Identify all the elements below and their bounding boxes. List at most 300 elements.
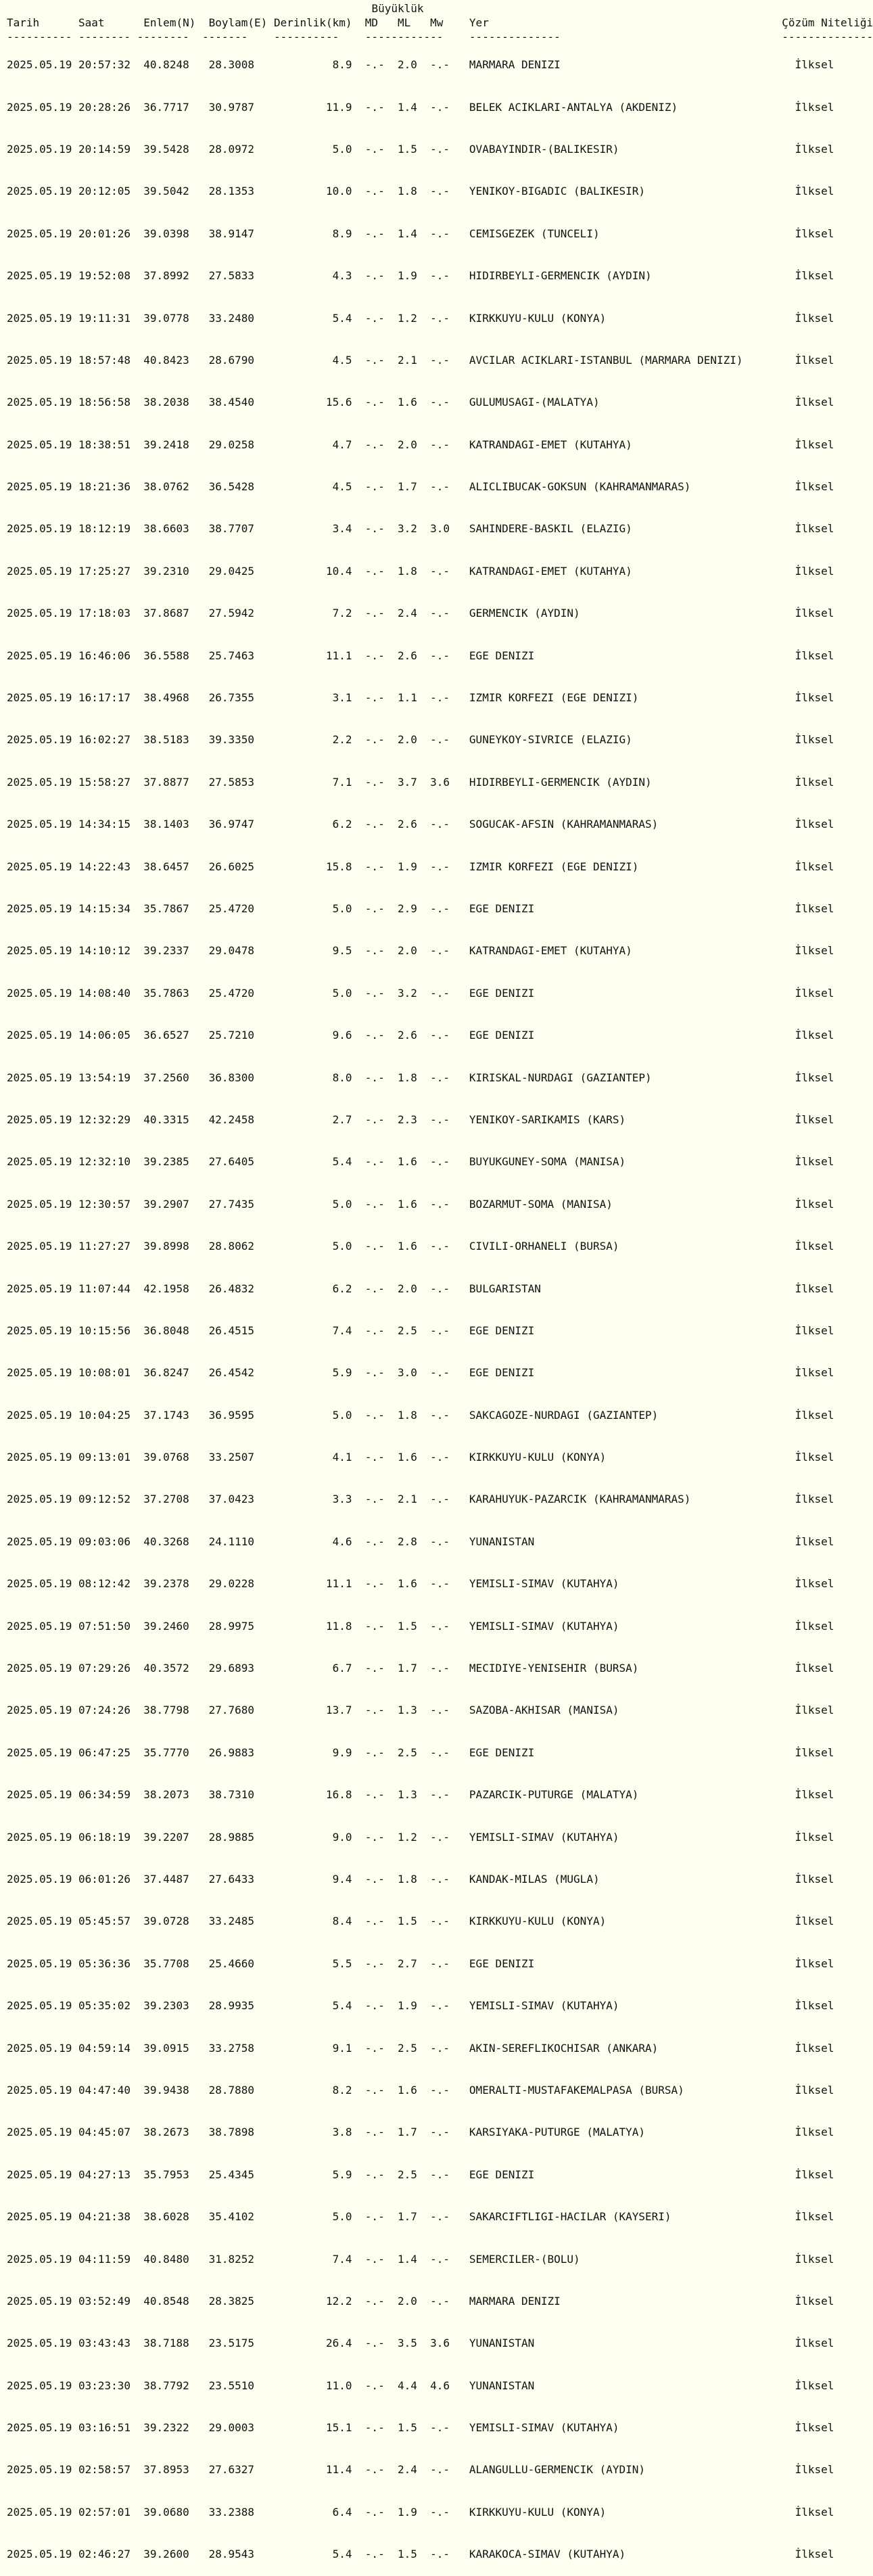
- cell-tarih: 2025.05.19: [7, 1535, 72, 1548]
- cell-enlem: 40.8248: [143, 58, 189, 72]
- cell-saat: 07:29:26: [78, 1662, 131, 1675]
- cell-saat: 14:15:34: [78, 902, 131, 915]
- cell-boylam: 30.9787: [208, 100, 255, 114]
- cell-yer: EGE DENIZI: [469, 1324, 535, 1337]
- cell-md: -.-: [364, 311, 385, 325]
- cell-saat: 18:38:51: [78, 438, 131, 451]
- cell-mw: -.-: [430, 564, 450, 578]
- cell-saat: 12:32:10: [78, 1155, 131, 1169]
- cell-boylam: 26.4542: [208, 1366, 255, 1380]
- cell-enlem: 36.6527: [143, 1029, 189, 1042]
- cell-derinlik: 10.0: [326, 185, 352, 198]
- cell-yer: KATRANDAGI-EMET (KUTAHYA): [469, 944, 632, 958]
- separator-boylam: -------: [202, 30, 248, 43]
- cell-tarih: 2025.05.19: [7, 100, 72, 114]
- cell-md: -.-: [364, 1915, 385, 1928]
- cell-yer: EGE DENIZI: [469, 2168, 535, 2181]
- cell-derinlik: 11.1: [326, 1577, 352, 1591]
- cell-ml: 2.1: [397, 353, 417, 367]
- cell-saat: 07:51:50: [78, 1619, 131, 1633]
- cell-yer: EGE DENIZI: [469, 986, 535, 1000]
- cell-boylam: 28.7880: [208, 2083, 255, 2097]
- cell-saat: 06:01:26: [78, 1872, 131, 1886]
- cell-boylam: 31.8252: [208, 2252, 255, 2266]
- cell-boylam: 38.9147: [208, 227, 255, 240]
- cell-tarih: 2025.05.19: [7, 1451, 72, 1464]
- cell-ml: 1.3: [397, 1788, 417, 1802]
- cell-cozum: İlksel: [795, 1872, 834, 1886]
- cell-tarih: 2025.05.19: [7, 860, 72, 873]
- cell-mw: -.-: [430, 2463, 450, 2477]
- cell-boylam: 29.0228: [208, 1577, 255, 1591]
- cell-tarih: 2025.05.19: [7, 1746, 72, 1759]
- cell-derinlik: 3.8: [332, 2126, 352, 2139]
- cell-derinlik: 4.7: [332, 438, 352, 451]
- cell-enlem: 38.6603: [143, 522, 189, 536]
- cell-ml: 2.4: [397, 2463, 417, 2477]
- cell-saat: 12:32:29: [78, 1113, 131, 1126]
- cell-yer: GULUMUSAGI-(MALATYA): [469, 396, 600, 409]
- cell-ml: 1.8: [397, 564, 417, 578]
- cell-md: -.-: [364, 1071, 385, 1084]
- cell-boylam: 25.7210: [208, 1029, 255, 1042]
- col-header-tarih: Tarih: [7, 16, 40, 29]
- cell-cozum: İlksel: [795, 1493, 834, 1506]
- cell-boylam: 33.2480: [208, 311, 255, 325]
- cell-tarih: 2025.05.19: [7, 1662, 72, 1675]
- cell-yer: MARMARA DENIZI: [469, 2294, 561, 2308]
- cell-boylam: 37.0423: [208, 1493, 255, 1506]
- cell-yer: KARAKOCA-SIMAV (KUTAHYA): [469, 2548, 626, 2561]
- cell-yer: BOZARMUT-SOMA (MANISA): [469, 1197, 613, 1211]
- cell-mw: -.-: [430, 2126, 450, 2139]
- cell-mw: 3.6: [430, 2337, 450, 2350]
- cell-derinlik: 11.4: [326, 2463, 352, 2477]
- cell-derinlik: 9.4: [332, 1872, 352, 1886]
- cell-tarih: 2025.05.19: [7, 1155, 72, 1169]
- cell-mw: -.-: [430, 986, 450, 1000]
- cell-enlem: 39.2385: [143, 1155, 189, 1169]
- cell-ml: 2.0: [397, 733, 417, 747]
- cell-saat: 14:10:12: [78, 944, 131, 958]
- cell-ml: 1.5: [397, 1619, 417, 1633]
- cell-tarih: 2025.05.19: [7, 311, 72, 325]
- cell-boylam: 25.4720: [208, 902, 255, 915]
- cell-enlem: 39.2303: [143, 1999, 189, 2013]
- cell-cozum: İlksel: [795, 1577, 834, 1591]
- cell-boylam: 38.7310: [208, 1788, 255, 1802]
- cell-mw: -.-: [430, 2168, 450, 2181]
- cell-cozum: İlksel: [795, 2337, 834, 2350]
- cell-ml: 1.5: [397, 2421, 417, 2435]
- cell-yer: SEMERCILER-(BOLU): [469, 2252, 580, 2266]
- cell-yer: PAZARCIK-PUTURGE (MALATYA): [469, 1788, 639, 1802]
- cell-yer: HIDIRBEYLI-GERMENCIK (AYDIN): [469, 775, 652, 789]
- cell-md: -.-: [364, 649, 385, 662]
- cell-cozum: İlksel: [795, 1662, 834, 1675]
- cell-tarih: 2025.05.19: [7, 1788, 72, 1802]
- cell-saat: 16:02:27: [78, 733, 131, 747]
- cell-mw: -.-: [430, 1493, 450, 1506]
- cell-ml: 2.1: [397, 1493, 417, 1506]
- cell-enlem: 35.7708: [143, 1957, 189, 1970]
- cell-tarih: 2025.05.19: [7, 2337, 72, 2350]
- cell-derinlik: 5.9: [332, 1366, 352, 1380]
- cell-yer: SOGUCAK-AFSIN (KAHRAMANMARAS): [469, 818, 659, 831]
- cell-mw: -.-: [430, 1662, 450, 1675]
- cell-yer: KIRISKAL-NURDAGI (GAZIANTEP): [469, 1071, 652, 1084]
- cell-cozum: İlksel: [795, 142, 834, 156]
- cell-derinlik: 6.2: [332, 818, 352, 831]
- cell-ml: 3.2: [397, 522, 417, 536]
- cell-enlem: 37.8992: [143, 269, 189, 283]
- cell-ml: 3.0: [397, 1366, 417, 1380]
- cell-cozum: İlksel: [795, 269, 834, 283]
- cell-cozum: İlksel: [795, 1704, 834, 1717]
- cell-cozum: İlksel: [795, 2379, 834, 2392]
- cell-saat: 05:36:36: [78, 1957, 131, 1970]
- cell-cozum: İlksel: [795, 1155, 834, 1169]
- cell-cozum: İlksel: [795, 2083, 834, 2097]
- cell-boylam: 28.3825: [208, 2294, 255, 2308]
- separator-cozum: --------------: [782, 30, 873, 43]
- cell-tarih: 2025.05.19: [7, 142, 72, 156]
- cell-md: -.-: [364, 1577, 385, 1591]
- cell-tarih: 2025.05.19: [7, 2505, 72, 2519]
- cell-saat: 04:11:59: [78, 2252, 131, 2266]
- cell-cozum: İlksel: [795, 733, 834, 747]
- cell-saat: 04:27:13: [78, 2168, 131, 2181]
- cell-cozum: İlksel: [795, 1788, 834, 1802]
- cell-cozum: İlksel: [795, 2041, 834, 2055]
- cell-md: -.-: [364, 2126, 385, 2139]
- cell-cozum: İlksel: [795, 1113, 834, 1126]
- cell-saat: 06:18:19: [78, 1830, 131, 1844]
- cell-tarih: 2025.05.19: [7, 2168, 72, 2181]
- cell-mw: -.-: [430, 353, 450, 367]
- cell-ml: 2.5: [397, 1746, 417, 1759]
- cell-yer: KIRKKUYU-KULU (KONYA): [469, 2505, 607, 2519]
- cell-boylam: 36.8300: [208, 1071, 255, 1084]
- cell-cozum: İlksel: [795, 2505, 834, 2519]
- cell-mw: -.-: [430, 2252, 450, 2266]
- cell-tarih: 2025.05.19: [7, 2210, 72, 2224]
- cell-tarih: 2025.05.19: [7, 691, 72, 705]
- cell-enlem: 39.8998: [143, 1240, 189, 1253]
- cell-md: -.-: [364, 1535, 385, 1548]
- cell-saat: 15:58:27: [78, 775, 131, 789]
- cell-cozum: İlksel: [795, 185, 834, 198]
- cell-ml: 1.9: [397, 2505, 417, 2519]
- cell-saat: 14:22:43: [78, 860, 131, 873]
- cell-md: -.-: [364, 480, 385, 494]
- cell-tarih: 2025.05.19: [7, 2463, 72, 2477]
- cell-saat: 20:14:59: [78, 142, 131, 156]
- cell-ml: 1.4: [397, 100, 417, 114]
- cell-enlem: 40.8423: [143, 353, 189, 367]
- col-header-boylam: Boylam(E): [208, 16, 268, 29]
- cell-ml: 1.7: [397, 1662, 417, 1675]
- cell-cozum: İlksel: [795, 1915, 834, 1928]
- cell-yer: EGE DENIZI: [469, 1746, 535, 1759]
- cell-tarih: 2025.05.19: [7, 1957, 72, 1970]
- cell-derinlik: 26.4: [326, 2337, 352, 2350]
- separator-yer: --------------: [469, 30, 561, 43]
- cell-ml: 1.1: [397, 691, 417, 705]
- cell-mw: -.-: [430, 269, 450, 283]
- cell-md: -.-: [364, 2337, 385, 2350]
- cell-saat: 02:46:27: [78, 2548, 131, 2561]
- cell-md: -.-: [364, 2505, 385, 2519]
- cell-boylam: 28.3008: [208, 58, 255, 72]
- cell-saat: 08:12:42: [78, 1577, 131, 1591]
- cell-enlem: 38.5183: [143, 733, 189, 747]
- cell-derinlik: 9.6: [332, 1029, 352, 1042]
- cell-md: -.-: [364, 775, 385, 789]
- cell-cozum: İlksel: [795, 58, 834, 72]
- cell-md: -.-: [364, 2083, 385, 2097]
- cell-derinlik: 13.7: [326, 1704, 352, 1717]
- cell-derinlik: 5.0: [332, 1408, 352, 1422]
- cell-ml: 1.6: [397, 1155, 417, 1169]
- cell-saat: 11:27:27: [78, 1240, 131, 1253]
- cell-cozum: İlksel: [795, 1324, 834, 1337]
- cell-enlem: 36.8247: [143, 1366, 189, 1380]
- cell-yer: OVABAYINDIR-(BALIKESIR): [469, 142, 619, 156]
- cell-ml: 1.6: [397, 1577, 417, 1591]
- cell-boylam: 24.1110: [208, 1535, 255, 1548]
- cell-md: -.-: [364, 1197, 385, 1211]
- cell-derinlik: 3.1: [332, 691, 352, 705]
- cell-cozum: İlksel: [795, 1535, 834, 1548]
- cell-enlem: 40.3268: [143, 1535, 189, 1548]
- cell-yer: EGE DENIZI: [469, 1366, 535, 1380]
- cell-enlem: 39.2322: [143, 2421, 189, 2435]
- cell-boylam: 23.5510: [208, 2379, 255, 2392]
- cell-ml: 1.6: [397, 1451, 417, 1464]
- cell-mw: -.-: [430, 2083, 450, 2097]
- cell-saat: 18:56:58: [78, 396, 131, 409]
- cell-tarih: 2025.05.19: [7, 2294, 72, 2308]
- cell-md: -.-: [364, 1746, 385, 1759]
- cell-tarih: 2025.05.19: [7, 564, 72, 578]
- cell-tarih: 2025.05.19: [7, 353, 72, 367]
- cell-enlem: 38.6028: [143, 2210, 189, 2224]
- cell-ml: 1.8: [397, 1408, 417, 1422]
- cell-tarih: 2025.05.19: [7, 1830, 72, 1844]
- cell-md: -.-: [364, 2463, 385, 2477]
- cell-saat: 10:04:25: [78, 1408, 131, 1422]
- cell-mw: -.-: [430, 185, 450, 198]
- cell-md: -.-: [364, 2379, 385, 2392]
- cell-ml: 2.0: [397, 2294, 417, 2308]
- cell-saat: 20:28:26: [78, 100, 131, 114]
- cell-cozum: İlksel: [795, 1746, 834, 1759]
- cell-derinlik: 8.2: [332, 2083, 352, 2097]
- cell-enlem: 36.8048: [143, 1324, 189, 1337]
- cell-md: -.-: [364, 2252, 385, 2266]
- cell-saat: 19:52:08: [78, 269, 131, 283]
- cell-yer: SAZOBA-AKHISAR (MANISA): [469, 1704, 619, 1717]
- cell-yer: CIVILI-ORHANELI (BURSA): [469, 1240, 619, 1253]
- cell-enlem: 40.3315: [143, 1113, 189, 1126]
- cell-yer: ALICLIBUCAK-GOKSUN (KAHRAMANMARAS): [469, 480, 691, 494]
- cell-yer: AVCILAR ACIKLARI-ISTANBUL (MARMARA DENIZI): [469, 353, 743, 367]
- cell-md: -.-: [364, 1999, 385, 2013]
- cell-derinlik: 4.5: [332, 353, 352, 367]
- cell-tarih: 2025.05.19: [7, 2548, 72, 2561]
- cell-ml: 2.6: [397, 1029, 417, 1042]
- cell-boylam: 36.9747: [208, 818, 255, 831]
- cell-mw: -.-: [430, 1999, 450, 2013]
- cell-yer: KATRANDAGI-EMET (KUTAHYA): [469, 438, 632, 451]
- cell-boylam: 28.0972: [208, 142, 255, 156]
- cell-tarih: 2025.05.19: [7, 2379, 72, 2392]
- cell-md: -.-: [364, 1282, 385, 1295]
- cell-enlem: 39.2310: [143, 564, 189, 578]
- cell-yer: GERMENCIK (AYDIN): [469, 607, 580, 620]
- cell-mw: -.-: [430, 311, 450, 325]
- cell-md: -.-: [364, 1788, 385, 1802]
- cell-yer: GUNEYKOY-SIVRICE (ELAZIG): [469, 733, 632, 747]
- cell-saat: 06:34:59: [78, 1788, 131, 1802]
- cell-tarih: 2025.05.19: [7, 269, 72, 283]
- cell-saat: 18:21:36: [78, 480, 131, 494]
- cell-yer: ALANGULLU-GERMENCIK (AYDIN): [469, 2463, 646, 2477]
- cell-md: -.-: [364, 1451, 385, 1464]
- cell-md: -.-: [364, 1155, 385, 1169]
- col-header-saat: Saat: [78, 16, 105, 29]
- cell-md: -.-: [364, 1240, 385, 1253]
- cell-derinlik: 7.4: [332, 1324, 352, 1337]
- cell-enlem: 38.2038: [143, 396, 189, 409]
- cell-enlem: 39.2418: [143, 438, 189, 451]
- cell-ml: 1.8: [397, 1872, 417, 1886]
- cell-cozum: İlksel: [795, 2168, 834, 2181]
- cell-ml: 1.9: [397, 269, 417, 283]
- cell-derinlik: 4.3: [332, 269, 352, 283]
- cell-enlem: 39.5042: [143, 185, 189, 198]
- cell-md: -.-: [364, 733, 385, 747]
- cell-ml: 2.6: [397, 649, 417, 662]
- cell-mw: -.-: [430, 1029, 450, 1042]
- cell-enlem: 39.0398: [143, 227, 189, 240]
- cell-cozum: İlksel: [795, 1830, 834, 1844]
- cell-md: -.-: [364, 438, 385, 451]
- cell-mw: -.-: [430, 142, 450, 156]
- cell-derinlik: 15.6: [326, 396, 352, 409]
- cell-enlem: 38.7798: [143, 1704, 189, 1717]
- cell-derinlik: 7.2: [332, 607, 352, 620]
- cell-boylam: 29.6893: [208, 1662, 255, 1675]
- cell-mw: -.-: [430, 1071, 450, 1084]
- cell-enlem: 35.7863: [143, 986, 189, 1000]
- cell-yer: IZMIR KORFEZI (EGE DENIZI): [469, 691, 639, 705]
- cell-enlem: 37.2560: [143, 1071, 189, 1084]
- cell-mw: -.-: [430, 1240, 450, 1253]
- cell-yer: YEMISLI-SIMAV (KUTAHYA): [469, 1619, 619, 1633]
- cell-mw: -.-: [430, 1957, 450, 1970]
- cell-derinlik: 5.0: [332, 1240, 352, 1253]
- cell-enlem: 39.2378: [143, 1577, 189, 1591]
- cell-tarih: 2025.05.19: [7, 2126, 72, 2139]
- cell-cozum: İlksel: [795, 2210, 834, 2224]
- cell-saat: 04:59:14: [78, 2041, 131, 2055]
- separator-derinlik: ----------: [273, 30, 339, 43]
- cell-yer: SAKCAGOZE-NURDAGI (GAZIANTEP): [469, 1408, 659, 1422]
- cell-cozum: İlksel: [795, 396, 834, 409]
- cell-tarih: 2025.05.19: [7, 1324, 72, 1337]
- cell-ml: 1.6: [397, 396, 417, 409]
- cell-saat: 09:03:06: [78, 1535, 131, 1548]
- cell-mw: -.-: [430, 1535, 450, 1548]
- cell-saat: 16:17:17: [78, 691, 131, 705]
- cell-enlem: 39.9438: [143, 2083, 189, 2097]
- cell-boylam: 29.0003: [208, 2421, 255, 2435]
- cell-enlem: 39.2907: [143, 1197, 189, 1211]
- cell-md: -.-: [364, 944, 385, 958]
- cell-ml: 1.6: [397, 2083, 417, 2097]
- cell-yer: MARMARA DENIZI: [469, 58, 561, 72]
- cell-mw: -.-: [430, 944, 450, 958]
- cell-yer: KIRKKUYU-KULU (KONYA): [469, 1451, 607, 1464]
- cell-derinlik: 5.0: [332, 142, 352, 156]
- cell-boylam: 33.2388: [208, 2505, 255, 2519]
- cell-yer: EGE DENIZI: [469, 902, 535, 915]
- cell-md: -.-: [364, 1408, 385, 1422]
- cell-mw: -.-: [430, 1197, 450, 1211]
- cell-mw: -.-: [430, 1872, 450, 1886]
- cell-cozum: İlksel: [795, 2252, 834, 2266]
- cell-enlem: 39.2207: [143, 1830, 189, 1844]
- separator-tarih: ----------: [7, 30, 72, 43]
- cell-boylam: 27.5833: [208, 269, 255, 283]
- cell-boylam: 23.5175: [208, 2337, 255, 2350]
- cell-saat: 09:13:01: [78, 1451, 131, 1464]
- cell-enlem: 38.6457: [143, 860, 189, 873]
- cell-saat: 05:45:57: [78, 1915, 131, 1928]
- cell-md: -.-: [364, 860, 385, 873]
- cell-mw: -.-: [430, 1704, 450, 1717]
- cell-yer: KANDAK-MILAS (MUGLA): [469, 1872, 600, 1886]
- cell-ml: 1.6: [397, 1240, 417, 1253]
- cell-yer: MECIDIYE-YENISEHIR (BURSA): [469, 1662, 639, 1675]
- cell-derinlik: 6.2: [332, 1282, 352, 1295]
- cell-boylam: 29.0425: [208, 564, 255, 578]
- cell-ml: 1.2: [397, 311, 417, 325]
- cell-tarih: 2025.05.19: [7, 1619, 72, 1633]
- cell-derinlik: 11.8: [326, 1619, 352, 1633]
- cell-mw: -.-: [430, 902, 450, 915]
- cell-ml: 1.2: [397, 1830, 417, 1844]
- col-header-mw: Mw: [430, 16, 444, 29]
- cell-yer: KIRKKUYU-KULU (KONYA): [469, 311, 607, 325]
- cell-boylam: 38.7707: [208, 522, 255, 536]
- col-header-md: MD: [364, 16, 379, 29]
- cell-mw: -.-: [430, 480, 450, 494]
- cell-cozum: İlksel: [795, 480, 834, 494]
- cell-boylam: 39.3350: [208, 733, 255, 747]
- cell-md: -.-: [364, 1830, 385, 1844]
- cell-ml: 2.5: [397, 2041, 417, 2055]
- cell-mw: -.-: [430, 1619, 450, 1633]
- cell-boylam: 36.9595: [208, 1408, 255, 1422]
- cell-derinlik: 3.4: [332, 522, 352, 536]
- cell-mw: -.-: [430, 1788, 450, 1802]
- cell-saat: 18:57:48: [78, 353, 131, 367]
- cell-enlem: 35.7770: [143, 1746, 189, 1759]
- cell-derinlik: 9.0: [332, 1830, 352, 1844]
